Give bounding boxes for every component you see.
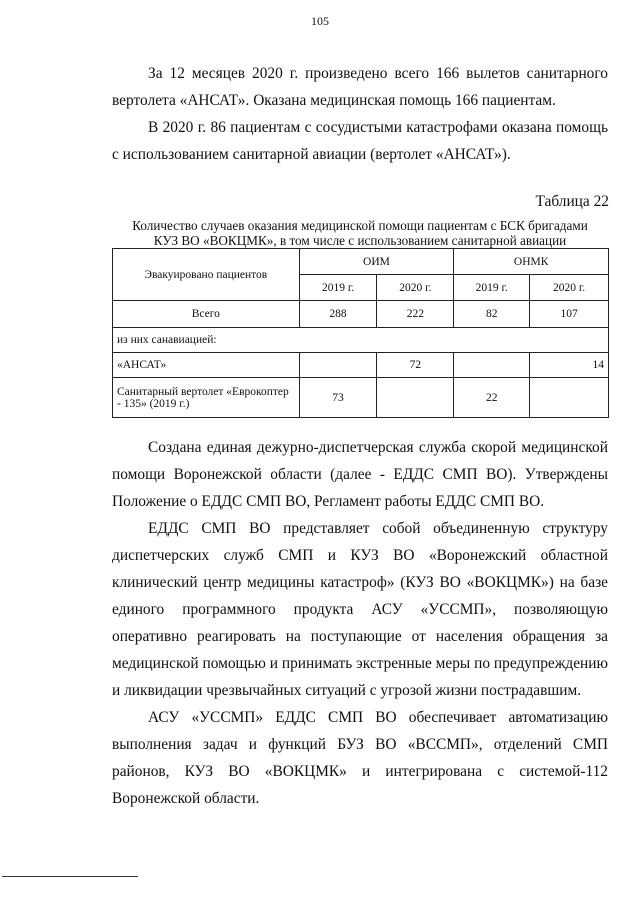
table-header-row <box>113 249 609 275</box>
group-header-onmk: ОНМК <box>454 249 609 275</box>
table-cell: 72 <box>377 353 454 378</box>
paragraph-helicopter-flights <box>112 60 608 114</box>
table-caption <box>112 218 608 248</box>
paragraph-edds-created <box>112 434 608 515</box>
paragraph-text: АСУ «УССМП» ЕДДС СМП ВО обеспечивает автоматизацию выполнения задач и функций БУЗ ВО «ВССМП», отделений СМП районов, КУЗ ВО «ВОКЦМК» и интегрирована с системой-112 Воронежской области. <box>112 709 608 807</box>
table-cell: 82 <box>454 301 530 328</box>
table-row <box>113 301 609 328</box>
table-cell <box>530 378 609 418</box>
evacuation-table <box>112 248 609 418</box>
table-cell <box>454 353 530 378</box>
table-subheader-row <box>113 328 609 353</box>
footnote-rule <box>2 876 138 877</box>
table-cell <box>377 378 454 418</box>
row-header-cell: Эвакуировано пациентов <box>113 249 300 301</box>
paragraph-asu-ussmp <box>112 704 608 812</box>
paragraph-edds-structure <box>112 515 608 704</box>
paragraph-text: В 2020 г. 86 пациентам с сосудистыми катастрофами оказана помощь с использованием санитарной авиации (вертолет «АНСАТ»). <box>112 119 608 163</box>
table-cell: 222 <box>377 301 454 328</box>
paragraph-text: Создана единая дежурно-диспетчерская служба скорой медицинской помощи Воронежской области (далее - ЕДДС СМП ВО). Утверждены Положение о ЕДДС СМП ВО, Регламент работы ЕДДС СМП ВО. <box>112 439 608 510</box>
row-label: Всего <box>113 301 300 328</box>
table-cell: 73 <box>299 378 377 418</box>
table-cell: 288 <box>299 301 377 328</box>
table-row <box>113 353 609 378</box>
row-label: Санитарный вертолет «Еврокоптер - 135» (2019 г.) <box>113 378 300 418</box>
table-row <box>113 378 609 418</box>
subheader-cell: из них санавиацией: <box>113 328 609 353</box>
page-number: 105 <box>311 14 329 28</box>
table-cell: 14 <box>530 353 609 378</box>
row-label: «АНСАТ» <box>113 353 300 378</box>
year-header: 2020 г. <box>530 275 609 301</box>
year-header: 2020 г. <box>377 275 454 301</box>
table-caption-line: Количество случаев оказания медицинской помощи пациентам с БСК бригадами <box>132 218 588 233</box>
paragraph-vascular-patients <box>112 114 608 168</box>
table-cell: 22 <box>454 378 530 418</box>
table-cell: 107 <box>530 301 609 328</box>
table-caption-line: КУЗ ВО «ВОКЦМК», в том числе с использованием санитарной авиации <box>153 233 567 248</box>
group-header-oim: ОИМ <box>299 249 454 275</box>
table-cell <box>299 353 377 378</box>
year-header: 2019 г. <box>454 275 530 301</box>
paragraph-text: ЕДДС СМП ВО представляет собой объединенную структуру диспетчерских служб СМП и КУЗ ВО «Воронежский областной клинический центр медицины катастроф» (КУЗ ВО «ВОКЦМК») на базе единого программного продукта АСУ «УССМП», позволяющую оперативно реагировать на поступающие от населения обращения за медицинской помощью и принимать экстренные меры по предупреждению и ликвидации чрезвычайных ситуаций с угрозой жизни пострадавшим. <box>112 520 608 699</box>
table-label: Таблица 22 <box>535 193 609 210</box>
paragraph-text: За 12 месяцев 2020 г. произведено всего 166 вылетов санитарного вертолета «АНСАТ». Оказана медицинская помощь 166 пациентам. <box>112 65 608 109</box>
year-header: 2019 г. <box>299 275 377 301</box>
